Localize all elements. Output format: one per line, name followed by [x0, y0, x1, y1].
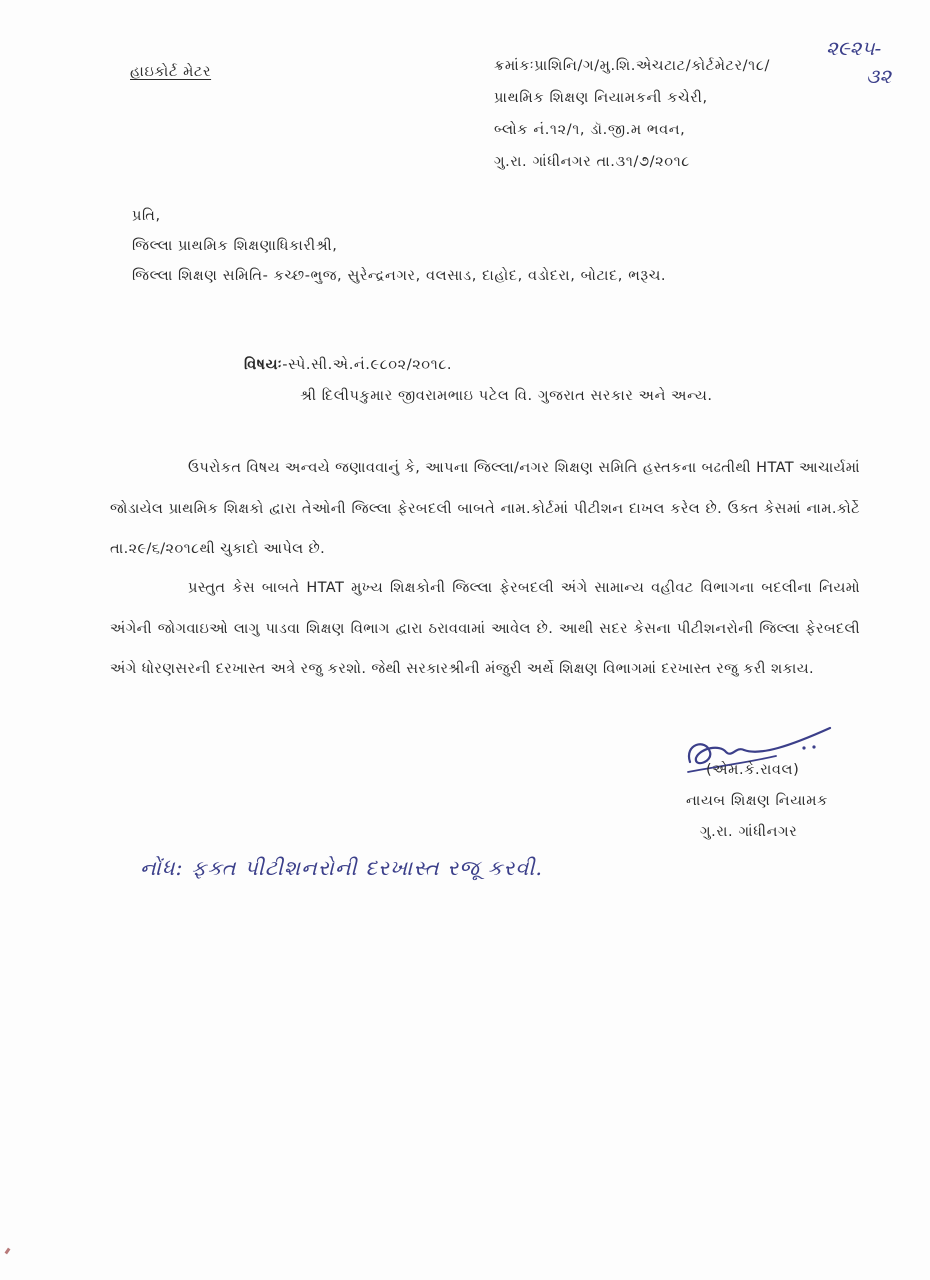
office-name: પ્રાથમિક શિક્ષણ નિયામકની કચેરી, [494, 90, 708, 106]
body-paragraph-2: પ્રસ્તુત કેસ બાબતે HTAT મુખ્ય શિક્ષકોની જિલ્લા ફેરબદલી અંગે સામાન્ય વહીવટ વિભાગના બદલીના નિયમો અંગેની જોગવાઇઓ લાગુ પાડવા શિક્ષણ વિભાગ દ્વારા ઠરાવવામાં આવેલ છે. આથી સદર કેસના પીટીશનરોની જિલ્લા ફેરબદલી અંગે ધોરણસરની દરખાસ્ત અત્રે રજુ કરશો. જેથી સરકારશ્રીની મંજુરી અર્થે શિક્ષણ વિભાગમાં દરખાસ્ત રજુ કરી શકાય. [110, 580, 860, 677]
handwritten-inward-number: ૨૯૨૫- [826, 36, 882, 60]
office-address: બ્લોક નં.૧૨/૧, ડૉ.જી.મ ભવન, [494, 122, 686, 138]
subject-parties: શ્રી દિલીપકુમાર જીવરામભાઇ પટેલ વિ. ગુજરાત સરકાર અને અન્ય. [300, 388, 713, 404]
letter-date: ગુ.રા. ગાંધીનગર તા.૩૧/૭/૨૦૧૮ [494, 154, 690, 170]
signatory-name: (એમ.કે.રાવલ) [706, 762, 800, 778]
edge-mark [5, 1248, 11, 1255]
recipient-officer: જિલ્લા પ્રાથમિક શિક્ષણાધિકારીશ્રી, [132, 238, 338, 254]
header-hc-matter: હાઇકોર્ટ મેટર [130, 64, 212, 80]
reference-number: ક્રમાંકઃપ્રાશિનિ/ગ/મુ.શિ.એચટાટ/કોર્ટમેટર/૧૮/ [494, 58, 770, 74]
subject-case-number: -સ્પે.સી.એ.નં.૯૮૦૨/૨૦૧૮. [282, 357, 453, 373]
recipient-committees: જિલ્લા શિક્ષણ સમિતિ- કચ્છ-ભુજ, સુરેન્દ્રનગર, વલસાડ, દાહોદ, વડોદરા, બોટાદ, ભરૂચ. [132, 268, 667, 284]
handwritten-inward-suffix: ૩૨ [866, 64, 892, 88]
body-paragraph-1: ઉપરોકત વિષય અન્વયે જણાવવાનું કે, આપના જિલ્લા/નગર શિક્ષણ સમિતિ હસ્તકના બઢતીથી HTAT આચાર્યમાં જોડાયેલ પ્રાથમિક શિક્ષકો દ્વારા તેઓની જિલ્લા ફેરબદલી બાબતે નામ.કોર્ટમાં પીટીશન દાખલ કરેલ છે. ઉક્ત કેસમાં નામ.કોર્ટે તા.૨૯/૬/૨૦૧૮થી ચુકાદો આપેલ છે. [110, 460, 860, 557]
subject-label: વિષયઃ [244, 357, 283, 373]
signatory-place: ગુ.રા. ગાંધીનગર [700, 824, 798, 840]
recipient-prati: પ્રતિ, [132, 208, 161, 224]
signatory-designation: નાયબ શિક્ષણ નિયામક [686, 793, 828, 809]
subject-line [244, 357, 452, 373]
handwritten-note: નોંધ: ફક્ત પીટીશનરોની દરખાસ્ત રજૂ કરવી. [140, 856, 544, 880]
